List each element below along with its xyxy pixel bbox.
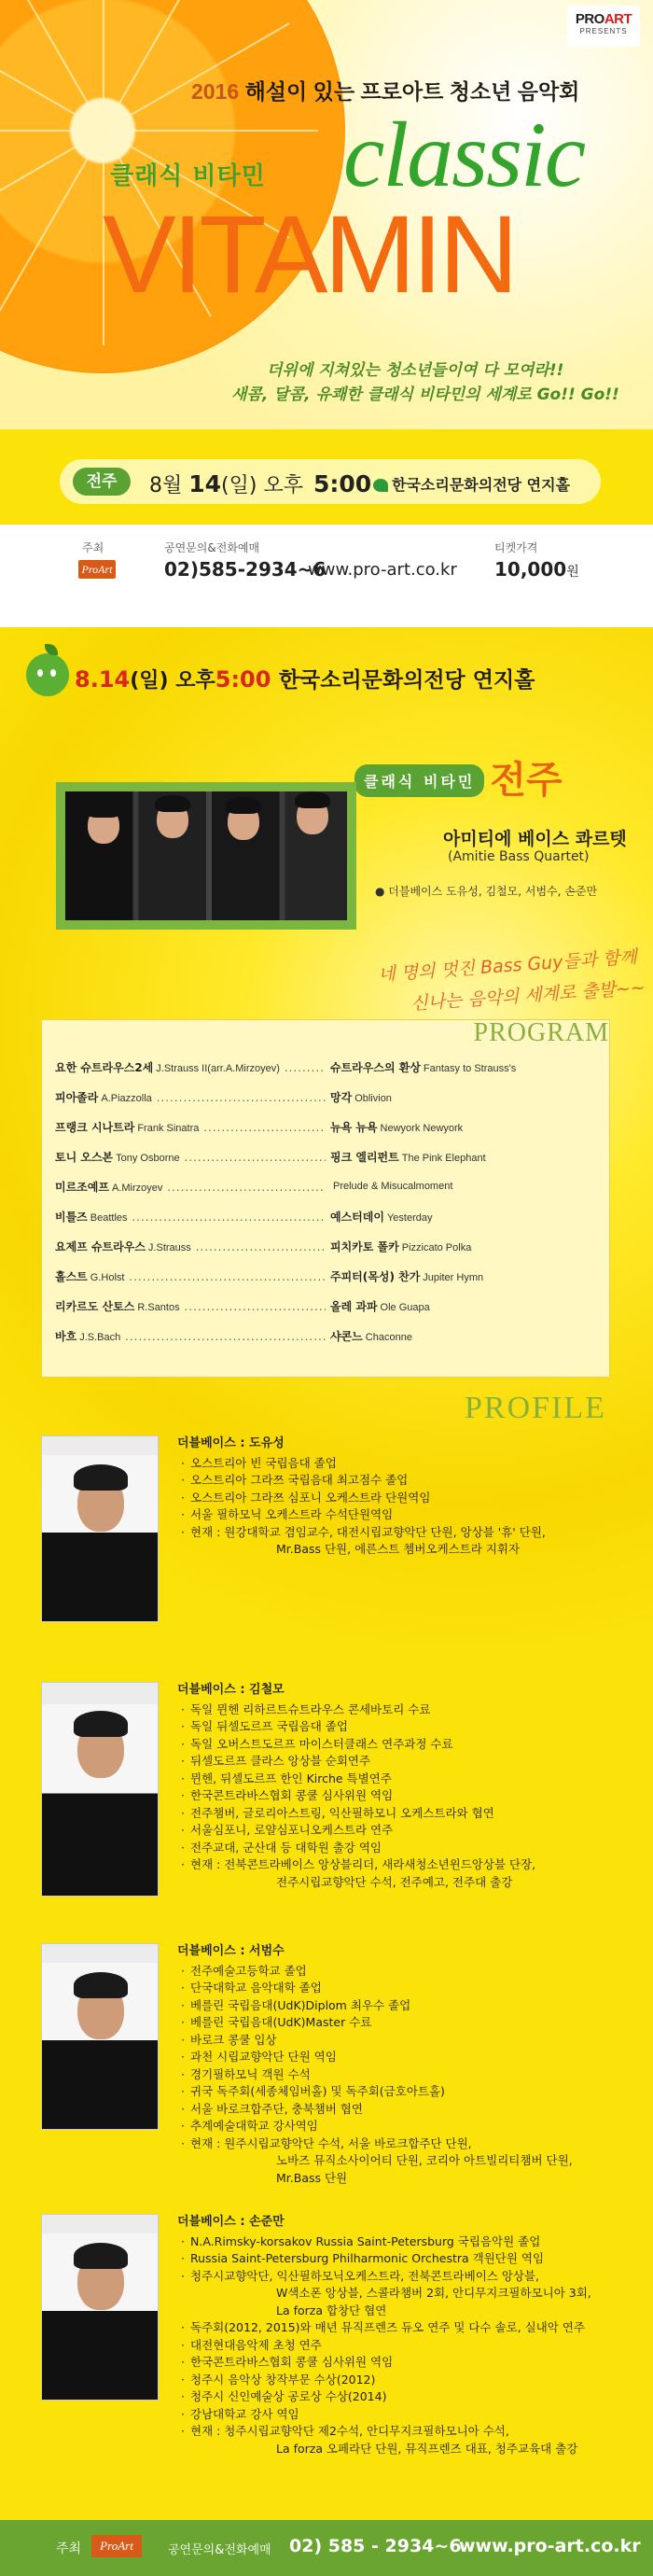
orange-segment-line <box>0 130 104 239</box>
title-korean: 클래식 비타민 <box>110 162 266 190</box>
profile-career-item: · 서울 필하모닉 오케스트라 수석단원역임 <box>177 1506 546 1524</box>
script-line-2: 신나는 음악의 세계로 출발~~ <box>410 977 646 1015</box>
profile-career-item: · 한국콘트라바스협회 콩쿨 심사위원 역임 <box>177 2354 591 2372</box>
event-date: 8월 14(일) 오후 5:00 <box>149 470 372 497</box>
concert-datetime: 8.14(일) 오후5:00 한국소리문화의전당 연지홀 <box>75 666 535 693</box>
ensemble-name: 아미티에 베이스 콰르텟 <box>443 829 627 849</box>
program-composer: 바흐 J.S.Bach ..... <box>55 1328 326 1344</box>
profile-3 <box>41 1943 619 2185</box>
profile-career-item: W색소폰 앙상블, 스콜라챔버 2회, 안디무지크필하모니아 3회, <box>276 2286 591 2300</box>
price-label: 티켓가격 <box>494 541 538 554</box>
website-link[interactable]: www.pro-art.co.kr <box>308 560 457 580</box>
ticket-price: 10,000원 <box>494 558 579 581</box>
program-list <box>55 1052 605 1351</box>
program-composer: 홀스트 G.Holst ..... <box>55 1268 326 1284</box>
profile-career-item: · 독일 뒤셀도르프 국립음대 졸업 <box>177 1718 535 1736</box>
profile-career-item: · N.A.Rimsky-korsakov Russia Saint-Petersburg 국립음악원 졸업 <box>177 2233 591 2251</box>
program-row <box>55 1112 605 1141</box>
script-line-1: 네 명의 멋진 Bass Guy들과 함께 <box>377 946 638 986</box>
profile-text <box>177 2214 591 2457</box>
ensemble-name-en: (Amitie Bass Quartet) <box>448 849 590 864</box>
profile-career-item: · 귀국 독주회(세종체임버홀) 및 독주회(금호아트홀) <box>177 2083 619 2101</box>
profile-career-item: 전주시립교향악단 수석, 전주예고, 전주대 출강 <box>276 1874 513 1889</box>
profile-career-item: La forza 오페라단 단원, 뮤직프렌즈 대표, 청주교육대 출강 <box>276 2441 578 2456</box>
profile-career-item: · 경기필하모닉 객원 수석 <box>177 2066 619 2084</box>
proart-small-logo: ProArt <box>78 560 116 579</box>
profile-career-item: · 오스트리아 그라쯔 국립음대 최고점수 졸업 <box>177 1472 546 1490</box>
footer-proart-logo: ProArt <box>91 2535 142 2557</box>
contact-label: 공연문의&전화예매 <box>164 541 260 554</box>
program-composer: 토니 오스본 Tony Osborne ..... <box>55 1149 326 1165</box>
program-row <box>55 1171 605 1201</box>
profile-career-item: · 오스트리아 빈 국립음대 졸업 <box>177 1455 546 1473</box>
program-composer: 비틀즈 Beattles ..... <box>55 1209 326 1225</box>
profile-career-item: La forza 합창단 협연 <box>276 2303 387 2317</box>
orange-segment-line <box>104 130 318 132</box>
series-title: 클래식 비타민 전주 <box>354 750 563 804</box>
tagline-1: 더위에 지쳐있는 청소년들이여 다 모여라!! <box>267 361 564 380</box>
footer-phone[interactable]: 02) 585 - 2934~6 <box>289 2536 462 2556</box>
profile-2 <box>41 1682 619 1897</box>
city-badge: 전주 <box>73 468 131 496</box>
profile-career-item: · 독일 뮌헨 리하르트슈트라우스 콘세바토리 수료 <box>177 1701 535 1719</box>
profile-career-item: Mr.Bass 단원, 에른스트 쳄버오케스트라 지휘자 <box>276 1542 521 1556</box>
profile-career-item: · 청주시교향악단, 익산필하모닉오케스트라, 전북콘트라베이스 앙상블, <box>177 2268 591 2286</box>
program-piece: 피치카토 폴카 Pizzicato Polka <box>330 1240 472 1253</box>
profile-text <box>177 1943 619 2187</box>
profile-title: PROFILE <box>465 1391 606 1425</box>
proart-logo: PROART PRESENTS <box>567 6 640 47</box>
program-piece: 핑크 엘리펀트 The Pink Elephant <box>330 1151 486 1164</box>
profile-career-item: · 바로크 콩쿨 입상 <box>177 2032 619 2050</box>
info-row <box>0 525 653 627</box>
profile-career-item: · 현재 : 전북콘트라베이스 앙상블리더, 새라새청소년윈드앙상블 단장, <box>177 1856 535 1874</box>
footer-host-label: 주최 <box>56 2541 82 2556</box>
program-row <box>55 1082 605 1112</box>
program-row <box>55 1261 605 1291</box>
profile-career-item: · Russia Saint-Petersburg Philharmonic Orchestra 객원단원 역임 <box>177 2250 591 2268</box>
program-piece: 예스터데이 Yesterday <box>330 1211 433 1224</box>
profile-text <box>177 1682 535 1891</box>
program-composer: 피아졸라 A.Piazzolla ..... <box>55 1089 326 1105</box>
program-piece: 슈트라우스의 환상 Fantasy to Strauss's <box>330 1061 517 1074</box>
orange-segment-line <box>0 0 104 132</box>
profile-career-item: · 독주회(2012, 2015)와 매년 뮤직프렌즈 듀오 연주 및 다수 솔로, 실내악 연주 <box>177 2319 591 2337</box>
hero-subtitle: 2016 해설이 있는 프로아트 청소년 음악회 <box>191 79 580 104</box>
profile-career-item: · 강남대학교 강사 역임 <box>177 2406 591 2424</box>
profile-career-item: · 과천 시립교향악단 단원 역임 <box>177 2049 619 2066</box>
profile-career-item: · 대전현대음악제 초청 연주 <box>177 2337 591 2355</box>
profile-text <box>177 1435 546 1559</box>
tagline-2: 새콤, 달콤, 유쾌한 클래식 비타민의 세계로 Go!! Go!! <box>231 385 619 404</box>
profile-career-item: · 청주시 신인예술상 공로상 수상(2014) <box>177 2388 591 2406</box>
program-box <box>41 1019 610 1378</box>
profile-name: 더블베이스 : 손준만 <box>177 2215 285 2229</box>
event-venue: 한국소리문화의전당 연지홀 <box>373 473 570 495</box>
profile-career-item: · 전주교대, 군산대 등 대학원 출강 역임 <box>177 1840 535 1857</box>
profile-career-item: · 서울 바로크합주단, 충북챔버 협연 <box>177 2101 619 2119</box>
quartet-photo <box>56 782 356 930</box>
profile-career-item: 노바즈 뮤직소사이어티 단원, 코리아 아트빌리티챔버 단원, Mr.Bass 단원 <box>276 2153 573 2185</box>
orange-mascot-icon <box>26 653 69 696</box>
profile-career-item: · 독일 오버스트도르프 마이스터클래스 연주과정 수료 <box>177 1736 535 1754</box>
profile-career-item: · 추계예술대학교 강사역임 <box>177 2118 619 2135</box>
hero-banner <box>0 0 653 429</box>
footer-bar <box>0 2520 653 2576</box>
profile-career-item: · 현재 : 청주시립교향악단 제2수석, 안디무지크필하모니아 수석, <box>177 2423 591 2441</box>
program-composer: 미르조예프 A.Mirzoyev ..... <box>55 1179 326 1195</box>
orange-segment-line <box>0 130 104 132</box>
profile-1 <box>41 1435 619 1622</box>
program-row <box>55 1231 605 1261</box>
profile-career-item: · 단국대학교 음악대학 졸업 <box>177 1980 619 1997</box>
ensemble-members: ● 더블베이스 도유성, 김철모, 서범수, 손준만 <box>375 885 598 898</box>
program-piece: Prelude & Misucalmoment <box>333 1181 453 1192</box>
venue-logo-icon <box>373 479 388 492</box>
profile-career-item: · 오스트리아 그라쯔 심포니 오케스트라 단원역임 <box>177 1490 546 1507</box>
program-title: PROGRAM <box>473 1018 609 1047</box>
program-row <box>55 1291 605 1321</box>
profile-career-item: · 베를린 국립음대(UdK)Master 수료 <box>177 2014 619 2032</box>
contact-phone[interactable]: 02)585-2934~6 <box>164 558 326 581</box>
title-vitamin: VITAMIN <box>103 193 515 316</box>
program-composer: 프랭크 시나트라 Frank Sinatra ..... <box>55 1119 326 1135</box>
profile-career-item: · 베를린 국립음대(UdK)Diplom 최우수 졸업 <box>177 1997 619 2015</box>
host-label: 주최 <box>82 541 104 554</box>
program-row <box>55 1201 605 1231</box>
title-classic: classic <box>343 103 585 206</box>
profile-4 <box>41 2214 619 2456</box>
profile-career-item: · 청주시 음악상 창작부문 수상(2012) <box>177 2372 591 2389</box>
profile-photo <box>41 1435 159 1622</box>
program-row <box>55 1321 605 1351</box>
profile-career-item: · 뒤셀도르프 클라스 앙상블 순회연주 <box>177 1753 535 1771</box>
orange-segment-line <box>103 0 212 132</box>
program-row <box>55 1052 605 1082</box>
profile-photo <box>41 1682 159 1897</box>
program-piece: 주피터(목성) 찬가 Jupiter Hymn <box>330 1270 484 1283</box>
program-piece: 샤콘느 Chaconne <box>330 1330 412 1343</box>
program-composer: 요한 슈트라우스2세 J.Strauss II(arr.A.Mirzoyev) ..... <box>55 1059 326 1075</box>
footer-contact-label: 공연문의&전화예매 <box>168 2543 271 2557</box>
footer-website-link[interactable]: www.pro-art.co.kr <box>459 2536 641 2556</box>
profile-career-item: · 전주챔버, 글로리아스트링, 익산필하모니 오케스트라와 협연 <box>177 1805 535 1823</box>
profile-career-item: · 서울심포니, 로얄심포니오케스트라 연주 <box>177 1822 535 1840</box>
program-piece: 뉴욕 뉴욕 Newyork Newyork <box>330 1121 464 1134</box>
profile-career-item: · 현재 : 원주시립교향악단 수석, 서울 바로크합주단 단원, <box>177 2135 619 2153</box>
orange-segment-line <box>103 0 104 131</box>
profile-name: 더블베이스 : 서범수 <box>177 1944 285 1958</box>
profile-photo <box>41 2214 159 2401</box>
program-piece: 망각 Oblivion <box>330 1091 392 1104</box>
event-banner <box>60 459 601 504</box>
profile-career-item: · 현재 : 원강대학교 겸임교수, 대전시립교향악단 단원, 앙상블 '휴' 단원, <box>177 1524 546 1542</box>
program-composer: 리카르도 산토스 R.Santos ..... <box>55 1298 326 1314</box>
profile-career-item: · 한국콘트라바스협회 콩쿨 심사위원 역임 <box>177 1787 535 1805</box>
profile-name: 더블베이스 : 김철모 <box>177 1683 285 1697</box>
program-piece: 올레 과파 Ole Guapa <box>330 1300 430 1313</box>
program-row <box>55 1141 605 1171</box>
program-composer: 요제프 슈트라우스 J.Strauss ..... <box>55 1239 326 1254</box>
profile-photo <box>41 1943 159 2130</box>
profile-name: 더블베이스 : 도유성 <box>177 1436 285 1450</box>
profile-career-item: · 뮌헨, 뒤셀도르프 한인 Kirche 특별연주 <box>177 1771 535 1788</box>
profile-career-item: · 전주예술고등학교 졸업 <box>177 1963 619 1981</box>
